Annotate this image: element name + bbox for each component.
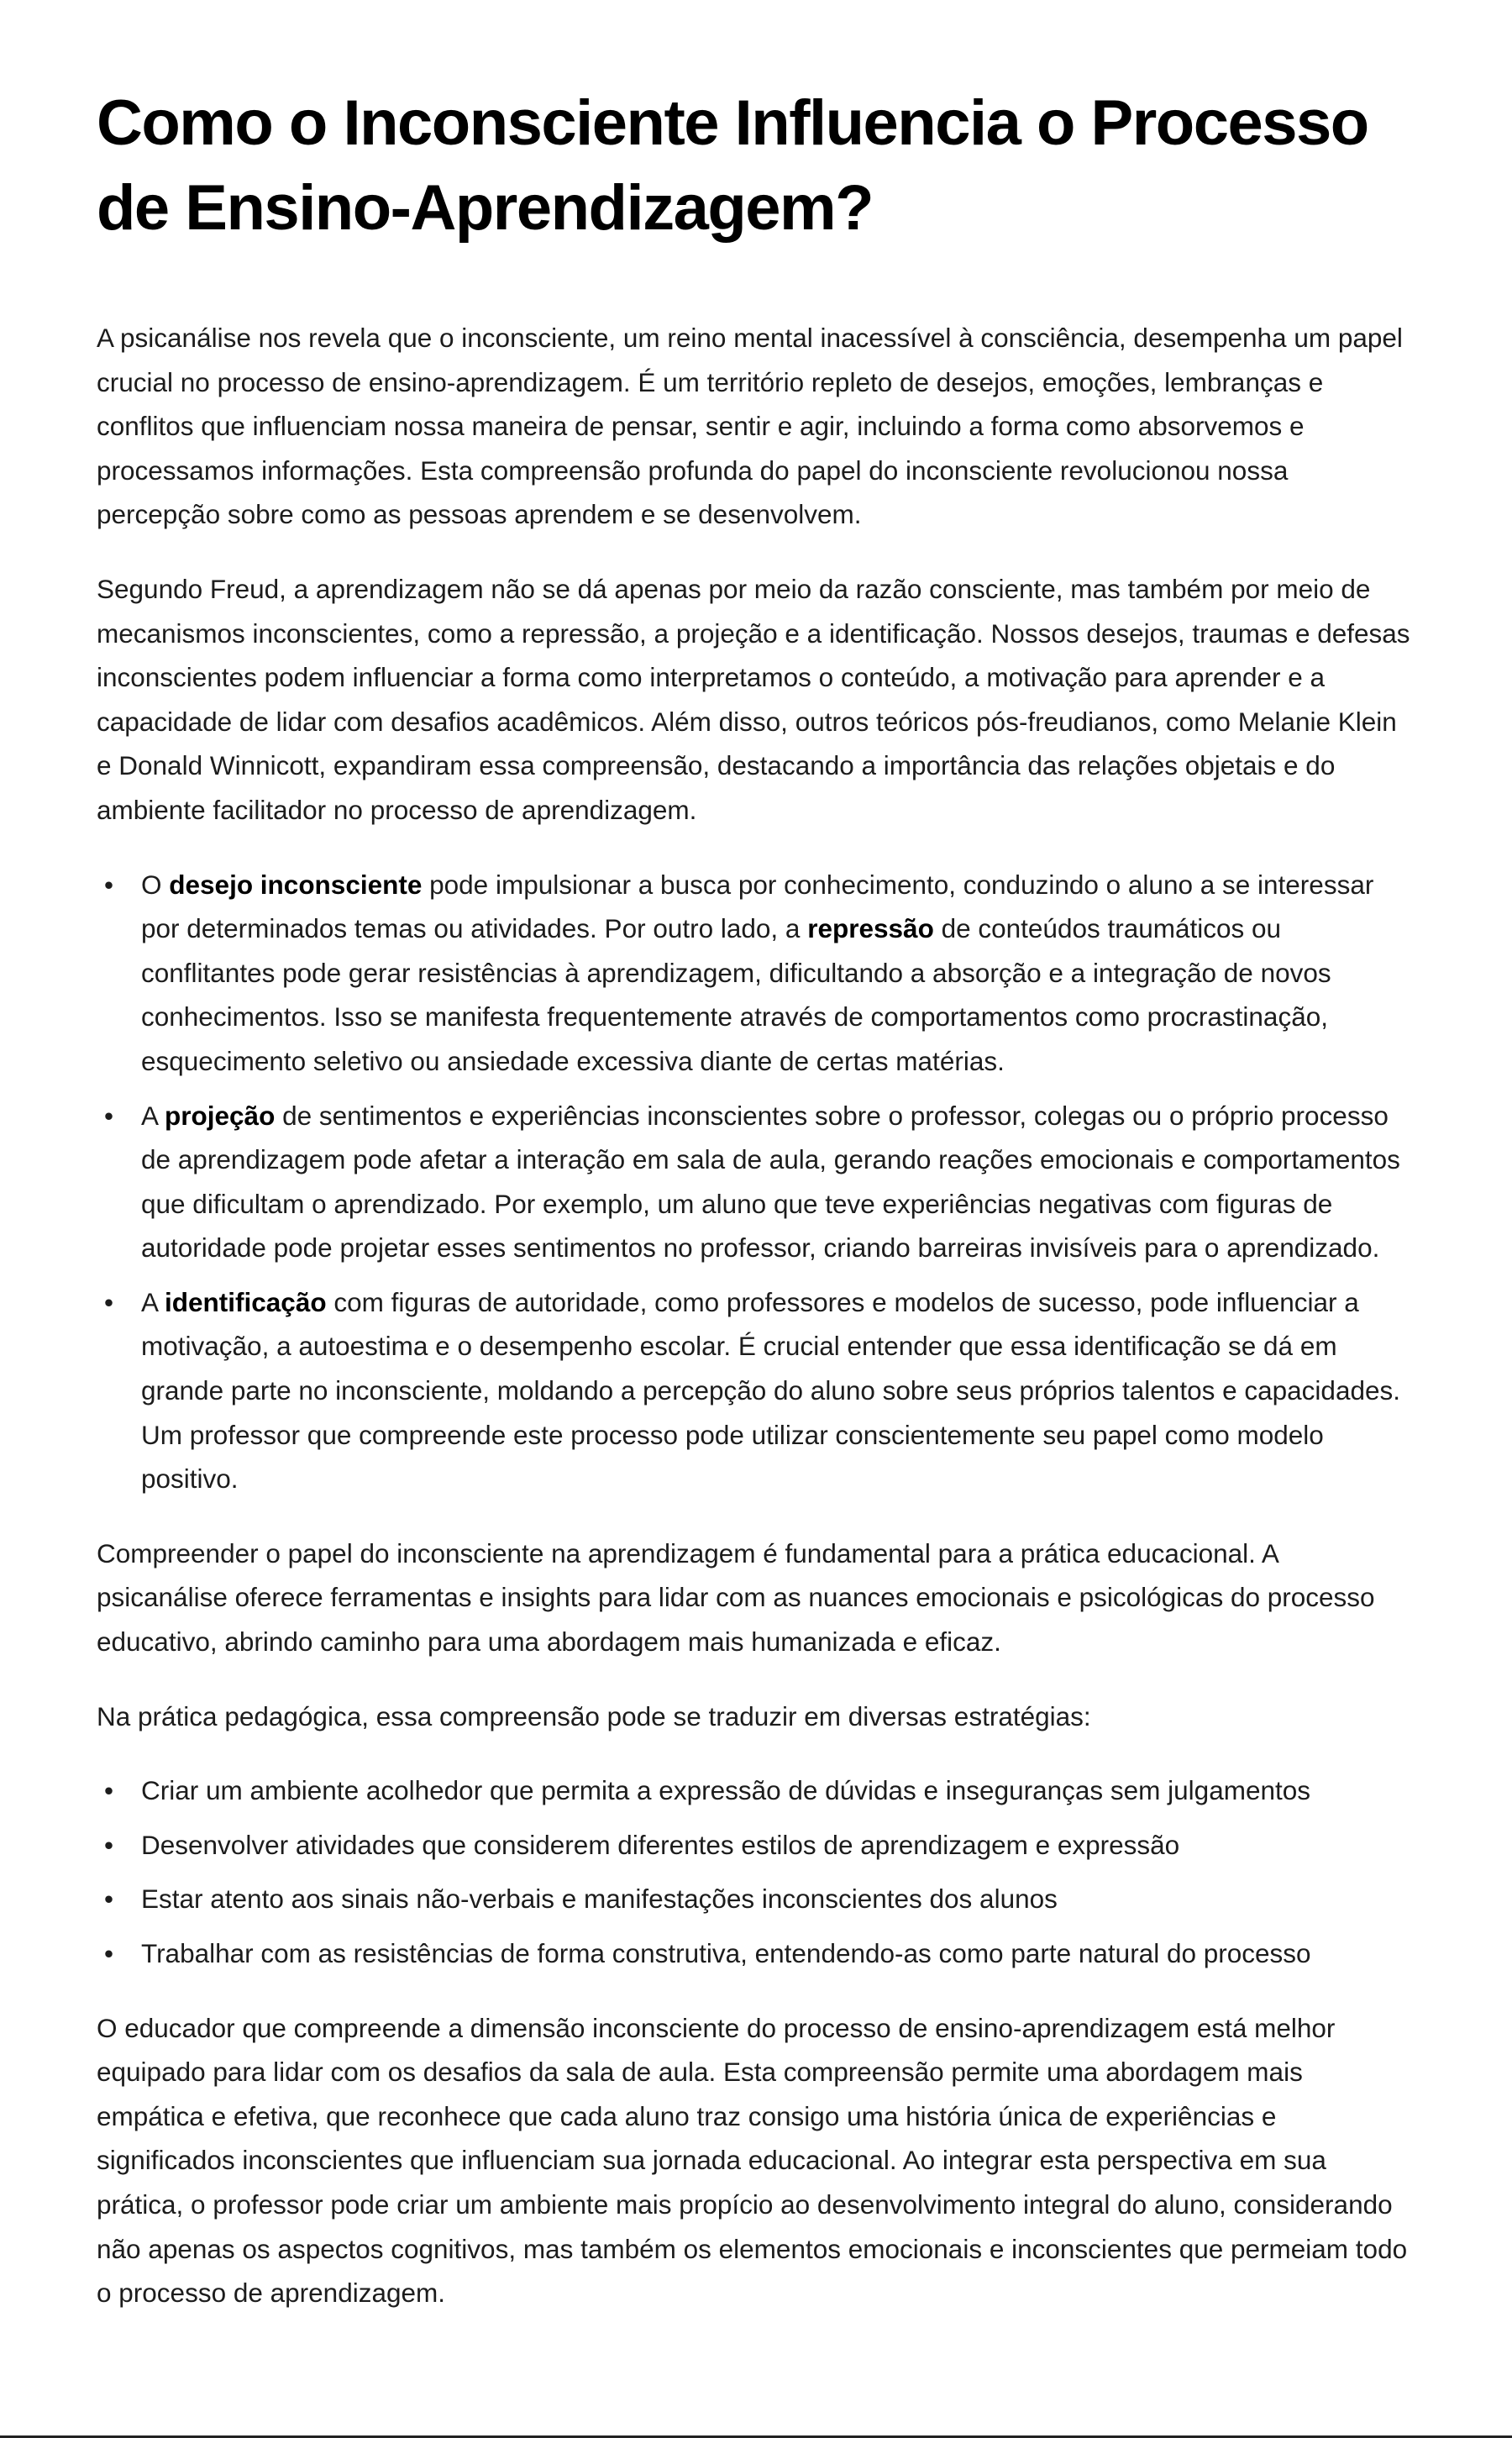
bold-term: repressão — [807, 913, 934, 944]
list-item: • Criar um ambiente acolhedor que permita a expressão de dúvidas e inseguranças sem julgamentos — [141, 1768, 1415, 1813]
strategies-list — [97, 1768, 1415, 1975]
list-item: • Desenvolver atividades que considerem diferentes estilos de aprendizagem e expressão — [141, 1823, 1415, 1868]
bullet-icon: • — [104, 869, 114, 900]
list-item: • A identificação com figuras de autoridade, como professores e modelos de sucesso, pode influenciar a motivação, a autoestima e o desempenho escolar. É crucial entender que essa identificação se dá em grande parte no inconsciente, moldando a percepção do aluno sobre seus próprios talentos e capacidades. Um professor que compreende este processo pode utilizar conscientemente seu papel como modelo positivo. — [141, 1280, 1415, 1501]
bold-term: identificação — [165, 1286, 327, 1317]
freud-paragraph: Segundo Freud, a aprendizagem não se dá apenas por meio da razão consciente, mas também por meio de mecanismos inconscientes, como a repressão, a projeção e a identificação. Nossos desejos, traumas e defesas inconscientes podem influenciar a forma como interpretamos o conteúdo, a motivação para aprender e a capacidade de lidar com desafios acadêmicos. Além disso, outros teóricos pós-freudianos, como Melanie Klein e Donald Winnicott, expandiram essa compreensão, destacando a importância das relações objetais e do ambiente facilitador no processo de aprendizagem. — [97, 573, 1410, 825]
list-item: • O desejo inconsciente pode impulsionar a busca por conhecimento, conduzindo o aluno a se interessar por determinados temas ou atividades. Por outro lado, a repressão de conteúdos traumáticos ou conflitantes pode gerar resistências à aprendizagem, dificultando a absorção e a integração de novos conhecimentos. Isso se manifesta frequentemente através de comportamentos como procrastinação, esquecimento seletivo ou ansiedade excessiva diante de certas matérias. — [141, 863, 1415, 1084]
mechanisms-list — [97, 863, 1415, 1501]
bullet-icon: • — [104, 1884, 114, 1915]
page-title: Como o Inconsciente Influencia o Processo de Ensino-Aprendizagem? — [97, 87, 1368, 244]
bullet-icon: • — [104, 1938, 114, 1968]
list-item: • Estar atento aos sinais não-verbais e manifestações inconscientes dos alunos — [141, 1877, 1415, 1921]
list-item: • A projeção de sentimentos e experiências inconscientes sobre o professor, colegas ou o próprio processo de aprendizagem pode afetar a interação em sala de aula, gerando reações emocionais e comportamentos que dificultam o aprendizado. Por exemplo, um aluno que teve experiências negativas com figuras de autoridade pode projetar esses sentimentos no professor, criando barreiras invisíveis para o aprendizado. — [141, 1094, 1415, 1270]
conclusion-paragraph: O educador que compreende a dimensão inconsciente do processo de ensino-aprendizagem está melhor equipado para lidar com os desafios da sala de aula. Esta compreensão permite uma abordagem mais empática e efetiva, que reconhece que cada aluno traz consigo uma história única de experiências e significados inconscientes que influenciam sua jornada educacional. Ao integrar esta perspectiva em sua prática, o professor pode criar um ambiente mais propício ao desenvolvimento integral do aluno, considerando não apenas os aspectos cognitivos, mas também os elementos emocionais e inconscientes que permeiam todo o processo de aprendizagem. — [97, 2012, 1408, 2309]
intro-paragraph: A psicanálise nos revela que o inconsciente, um reino mental inacessível à consciência, desempenha um papel crucial no processo de ensino-aprendizagem. É um território repleto de desejos, emoções, lembranças e conflitos que influenciam nossa maneira de pensar, sentir e agir, incluindo a forma como absorvemos e processamos informações. Esta compreensão profunda do papel do inconsciente revolucionou nossa percepção sobre como as pessoas aprendem e se desenvolvem. — [97, 323, 1403, 530]
bullet-icon: • — [104, 1775, 114, 1806]
strategies-intro: Na prática pedagógica, essa compreensão pode se traduzir em diversas estratégias: — [97, 1700, 1091, 1731]
importance-paragraph: Compreender o papel do inconsciente na aprendizagem é fundamental para a prática educacional. A psicanálise oferece ferramentas e insights para lidar com as nuances emocionais e psicológicas do processo educativo, abrindo caminho para uma abordagem mais humanizada e eficaz. — [97, 1537, 1375, 1658]
bullet-icon: • — [104, 1100, 114, 1131]
bold-term: desejo inconsciente — [169, 869, 423, 900]
bullet-icon: • — [104, 1829, 114, 1860]
bullet-icon: • — [104, 1286, 114, 1317]
bold-term: projeção — [165, 1100, 276, 1131]
list-item: • Trabalhar com as resistências de forma construtiva, entendendo-as como parte natural do processo — [141, 1931, 1415, 1976]
article — [97, 81, 1415, 2346]
